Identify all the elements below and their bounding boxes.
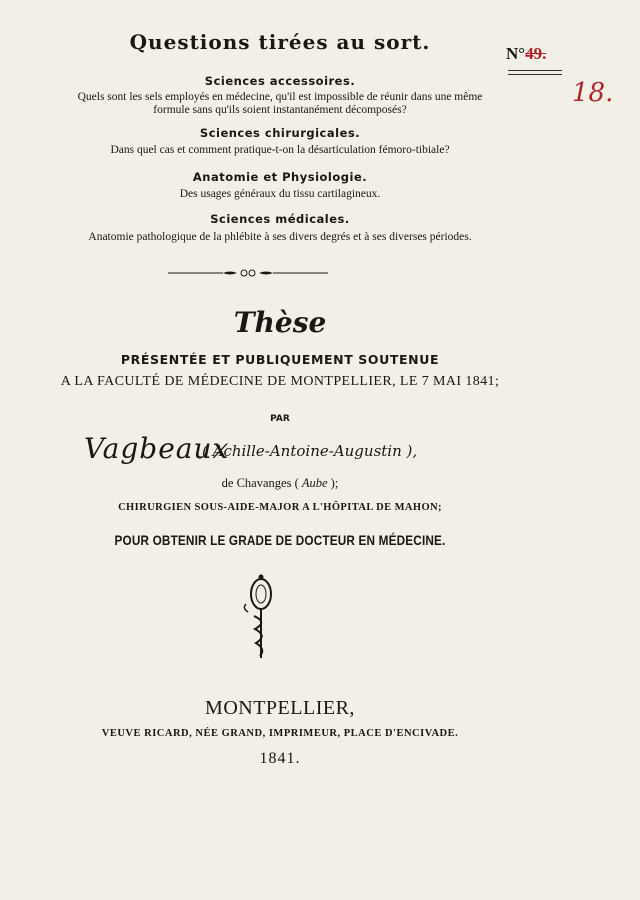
imprint-printer: VEUVE RICARD, NÉE GRAND, IMPRIMEUR, PLACE D'ENCIVADE. (101, 728, 459, 739)
ornamental-rule (168, 268, 328, 278)
degree-line: POUR OBTENIR LE GRADE DE DOCTEUR EN MÉDECINE. (114, 532, 446, 548)
handwritten-number: 18. (572, 78, 614, 108)
section-heading-accessoires: Sciences accessoires. (204, 74, 356, 88)
origin-suffix: ); (330, 476, 339, 490)
author-surname: Vagbeaux (84, 432, 230, 465)
question-line: Des usages généraux du tissu cartilagineux. (179, 188, 381, 200)
author-given-names: ( Achille-Antoine-Augustin ), (202, 442, 418, 460)
section-heading-chirurgicales: Sciences chirurgicales. (199, 126, 361, 140)
number-prefix: N° (506, 44, 526, 63)
origin-place: Aube (301, 476, 328, 490)
section-heading-anatomie: Anatomie et Physiologie. (192, 170, 368, 184)
position-line: CHIRURGIEN SOUS-AIDE-MAJOR A L'HÔPITAL DE MAHON; (118, 502, 442, 513)
thesis-heading: Thèse (233, 306, 327, 339)
origin-line (0, 476, 560, 491)
imprint-city: MONTPELLIER, (205, 697, 355, 719)
questions-title: Questions tirées au sort. (129, 30, 431, 54)
par-label: PAR (270, 414, 290, 424)
section-heading-medicales: Sciences médicales. (210, 212, 350, 226)
origin-prefix: de Chavanges ( (221, 476, 299, 490)
question-line: formule sans qu'ils soient instantanément décomposés? (153, 104, 407, 116)
presented-line: PRÉSENTÉE ET PUBLIQUEMENT SOUTENUE (120, 352, 440, 367)
imprint-year: 1841. (259, 750, 301, 767)
question-line: Quels sont les sels employés en médecine, qu'il est impossible de réunir dans une même (77, 91, 483, 103)
number-value: 49. (525, 44, 547, 63)
thesis-number (506, 44, 546, 64)
faculty-line: A LA FACULTÉ DE MÉDECINE DE MONTPELLIER, LE 7 MAI 1841; (60, 374, 500, 389)
author-line (84, 428, 504, 468)
question-line: Anatomie pathologique de la phlébite à ses divers degrés et à ses diverses périodes. (88, 231, 472, 243)
caduceus-emblem (234, 572, 284, 662)
question-line: Dans quel cas et comment pratique-t-on la désarticulation fémoro-tibiale? (110, 144, 450, 156)
